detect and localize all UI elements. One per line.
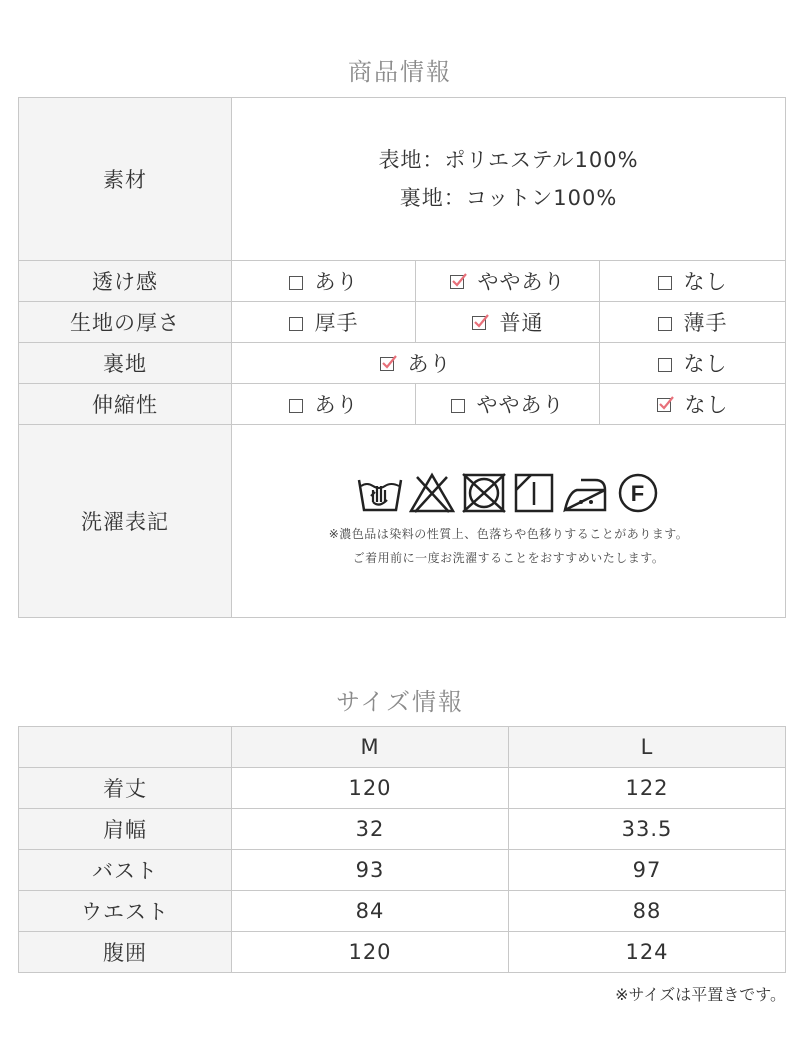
option-label: あり [407, 352, 452, 376]
table-row [19, 932, 786, 973]
material-row [19, 98, 786, 261]
material-value [232, 98, 786, 261]
care-value [232, 425, 786, 618]
option-label: 薄手 [683, 311, 728, 335]
size-row-label: バスト [19, 850, 232, 891]
option-label: 厚手 [314, 311, 359, 335]
sheerness-option-1 [232, 261, 416, 302]
size-value: 88 [509, 891, 786, 932]
table-row [19, 809, 786, 850]
no-tumble-dry-icon [461, 472, 507, 514]
sheerness-label: 透け感 [19, 261, 232, 302]
iron-medium-icon [561, 472, 609, 514]
size-value: 33.5 [509, 809, 786, 850]
checkbox-unchecked-icon [658, 317, 672, 331]
material-label: 素材 [19, 98, 232, 261]
thickness-option-3 [600, 302, 786, 343]
size-note: ※サイズは平置きです。 [615, 985, 786, 1004]
checkbox-unchecked-icon [658, 276, 672, 290]
stretch-label: 伸縮性 [19, 384, 232, 425]
size-value: 93 [232, 850, 509, 891]
sheerness-option-3 [600, 261, 786, 302]
size-table [18, 726, 786, 973]
size-info-title: サイズ情報 [335, 688, 465, 716]
size-value: 122 [509, 768, 786, 809]
sheerness-option-2 [416, 261, 600, 302]
option-label: 普通 [499, 311, 544, 335]
size-value: 124 [509, 932, 786, 973]
size-value: 120 [232, 932, 509, 973]
thickness-option-1 [232, 302, 416, 343]
size-header-m: M [232, 727, 509, 768]
hand-wash-icon [357, 472, 403, 514]
checkbox-checked-icon [472, 314, 490, 331]
care-row [19, 425, 786, 618]
size-row-label: 腹囲 [19, 932, 232, 973]
size-value: 32 [232, 809, 509, 850]
stretch-option-3 [600, 384, 786, 425]
care-label: 洗濯表記 [19, 425, 232, 618]
stretch-row [19, 384, 786, 425]
svg-text:F: F [630, 481, 645, 506]
table-row [19, 891, 786, 932]
option-label: なし [683, 352, 728, 376]
lining-option-1 [232, 343, 600, 384]
material-lining: 裏地：コットン100% [399, 186, 618, 210]
line-dry-shade-icon [513, 472, 555, 514]
size-header-row [19, 727, 786, 768]
size-row-label: ウエスト [19, 891, 232, 932]
checkbox-unchecked-icon [289, 276, 303, 290]
size-row-label: 肩幅 [19, 809, 232, 850]
checkbox-unchecked-icon [451, 399, 465, 413]
size-value: 97 [509, 850, 786, 891]
care-note-line-2: ご着用前に一度お洗濯することをおすすめいたします。 [352, 551, 665, 565]
size-value: 84 [232, 891, 509, 932]
checkbox-unchecked-icon [289, 399, 303, 413]
product-info-title: 商品情報 [348, 58, 452, 86]
no-bleach-icon [409, 472, 455, 514]
option-label: あり [314, 393, 359, 417]
size-header-l: L [509, 727, 786, 768]
care-note-line-1: ※濃色品は染料の性質上、色落ちや色移りすることがあります。 [328, 527, 689, 541]
lining-option-2 [600, 343, 786, 384]
thickness-option-2 [416, 302, 600, 343]
dry-clean-f-icon [615, 472, 661, 514]
stretch-option-1 [232, 384, 416, 425]
table-row [19, 768, 786, 809]
size-header-blank [19, 727, 232, 768]
checkbox-unchecked-icon [289, 317, 303, 331]
option-label: ややあり [476, 393, 565, 417]
checkbox-checked-icon [657, 396, 675, 413]
size-row-label: 着丈 [19, 768, 232, 809]
size-value: 120 [232, 768, 509, 809]
checkbox-checked-icon [450, 273, 468, 290]
thickness-row [19, 302, 786, 343]
lining-row [19, 343, 786, 384]
option-label: なし [684, 393, 729, 417]
table-row [19, 850, 786, 891]
sheerness-row [19, 261, 786, 302]
product-info-table [18, 97, 786, 618]
checkbox-unchecked-icon [658, 358, 672, 372]
checkbox-checked-icon [380, 355, 398, 372]
thickness-label: 生地の厚さ [19, 302, 232, 343]
option-label: あり [314, 270, 359, 294]
care-icons [232, 472, 785, 514]
lining-label: 裏地 [19, 343, 232, 384]
stretch-option-2 [416, 384, 600, 425]
option-label: なし [683, 270, 728, 294]
material-outer: 表地：ポリエステル100% [378, 148, 639, 172]
option-label: ややあり [477, 270, 566, 294]
